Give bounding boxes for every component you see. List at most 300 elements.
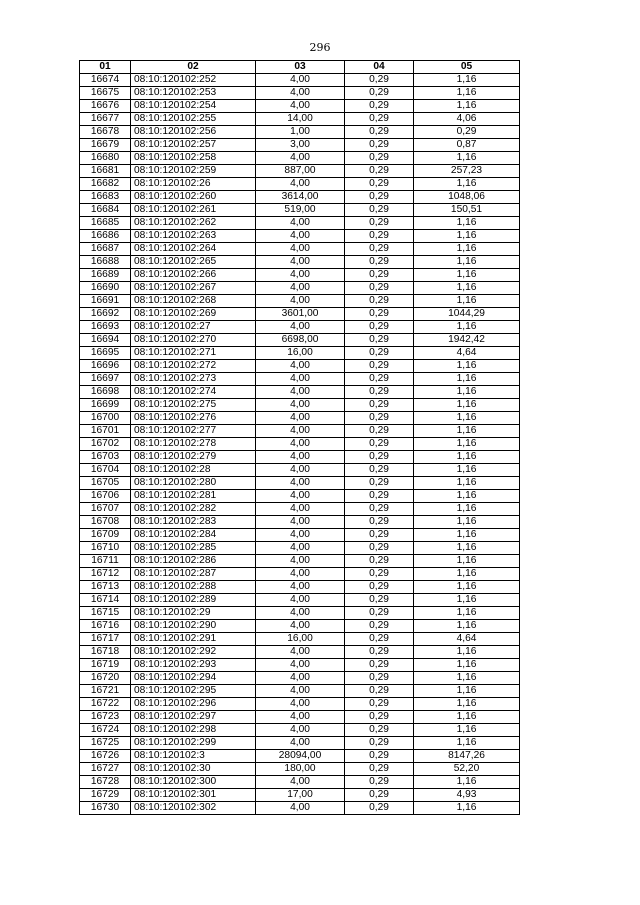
table-cell: 16702 — [80, 438, 131, 451]
table-cell: 1,16 — [414, 386, 520, 399]
table-body — [80, 74, 520, 815]
table-cell: 4,00 — [256, 672, 345, 685]
table-row — [80, 152, 520, 165]
table-row — [80, 464, 520, 477]
table-cell: 16679 — [80, 139, 131, 152]
table-cell: 16705 — [80, 477, 131, 490]
table-cell: 4,00 — [256, 386, 345, 399]
table-row — [80, 568, 520, 581]
table-row — [80, 802, 520, 815]
table-cell: 08:10:120102:286 — [131, 555, 256, 568]
table-cell: 1,16 — [414, 217, 520, 230]
table-cell: 0,29 — [345, 438, 414, 451]
table-row — [80, 321, 520, 334]
table-cell: 4,00 — [256, 373, 345, 386]
table-row — [80, 165, 520, 178]
table-cell: 0,29 — [345, 113, 414, 126]
table-cell: 08:10:120102:297 — [131, 711, 256, 724]
table-row — [80, 360, 520, 373]
table-cell: 1,16 — [414, 503, 520, 516]
table-cell: 08:10:120102:252 — [131, 74, 256, 87]
table-cell: 08:10:120102:270 — [131, 334, 256, 347]
table-cell: 4,00 — [256, 516, 345, 529]
table-row — [80, 516, 520, 529]
table-cell: 4,00 — [256, 464, 345, 477]
table-row — [80, 659, 520, 672]
table-cell: 0,29 — [345, 139, 414, 152]
table-row — [80, 542, 520, 555]
table-cell: 16690 — [80, 282, 131, 295]
table-cell: 16,00 — [256, 347, 345, 360]
table-cell: 16719 — [80, 659, 131, 672]
table-cell: 08:10:120102:284 — [131, 529, 256, 542]
table-cell: 1,16 — [414, 711, 520, 724]
table-cell: 08:10:120102:255 — [131, 113, 256, 126]
table-cell: 4,64 — [414, 633, 520, 646]
table-row — [80, 256, 520, 269]
table-cell: 0,29 — [345, 529, 414, 542]
table-cell: 1942,42 — [414, 334, 520, 347]
table-cell: 0,29 — [345, 711, 414, 724]
table-row — [80, 737, 520, 750]
table-cell: 1,16 — [414, 464, 520, 477]
table-row — [80, 191, 520, 204]
table-cell: 08:10:120102:272 — [131, 360, 256, 373]
table-cell: 4,00 — [256, 269, 345, 282]
table-cell: 4,00 — [256, 321, 345, 334]
table-cell: 1,16 — [414, 646, 520, 659]
table-cell: 1,16 — [414, 438, 520, 451]
table-row — [80, 74, 520, 87]
table-cell: 17,00 — [256, 789, 345, 802]
table-cell: 6698,00 — [256, 334, 345, 347]
table-cell: 08:10:120102:275 — [131, 399, 256, 412]
table-cell: 16721 — [80, 685, 131, 698]
table-cell: 08:10:120102:27 — [131, 321, 256, 334]
table-cell: 08:10:120102:298 — [131, 724, 256, 737]
table-cell: 1,16 — [414, 360, 520, 373]
table-cell: 08:10:120102:274 — [131, 386, 256, 399]
table-cell: 4,00 — [256, 282, 345, 295]
table-row — [80, 477, 520, 490]
table-row — [80, 672, 520, 685]
table-cell: 1,16 — [414, 269, 520, 282]
table-cell: 16710 — [80, 542, 131, 555]
table-cell: 4,00 — [256, 659, 345, 672]
table-row — [80, 620, 520, 633]
table-cell: 1,16 — [414, 698, 520, 711]
table-cell: 1,16 — [414, 737, 520, 750]
column-header: 03 — [256, 61, 345, 74]
table-row — [80, 204, 520, 217]
table-cell: 4,00 — [256, 152, 345, 165]
table-row — [80, 451, 520, 464]
table-cell: 16715 — [80, 607, 131, 620]
table-cell: 1,16 — [414, 516, 520, 529]
table-cell: 16689 — [80, 269, 131, 282]
table-row — [80, 243, 520, 256]
table-cell: 08:10:120102:266 — [131, 269, 256, 282]
table-cell: 1,16 — [414, 282, 520, 295]
table-cell: 14,00 — [256, 113, 345, 126]
table-cell: 0,29 — [345, 607, 414, 620]
table-cell: 1,00 — [256, 126, 345, 139]
table-cell: 0,29 — [345, 412, 414, 425]
table-cell: 08:10:120102:256 — [131, 126, 256, 139]
table-row — [80, 503, 520, 516]
table-cell: 1,16 — [414, 243, 520, 256]
table-cell: 0,29 — [345, 308, 414, 321]
table-cell: 4,00 — [256, 412, 345, 425]
table-cell: 4,00 — [256, 87, 345, 100]
table-cell: 16704 — [80, 464, 131, 477]
table-cell: 16695 — [80, 347, 131, 360]
table-cell: 08:10:120102:273 — [131, 373, 256, 386]
table-cell: 08:10:120102:29 — [131, 607, 256, 620]
table-cell: 1,16 — [414, 672, 520, 685]
table-cell: 4,93 — [414, 789, 520, 802]
table-cell: 16676 — [80, 100, 131, 113]
table-row — [80, 139, 520, 152]
table-cell: 16688 — [80, 256, 131, 269]
table-cell: 0,29 — [345, 230, 414, 243]
table-cell: 0,29 — [345, 399, 414, 412]
table-cell: 08:10:120102:293 — [131, 659, 256, 672]
table-cell: 16675 — [80, 87, 131, 100]
table-cell: 4,00 — [256, 724, 345, 737]
table-cell: 3601,00 — [256, 308, 345, 321]
table-row — [80, 126, 520, 139]
table-cell: 08:10:120102:3 — [131, 750, 256, 763]
table-cell: 4,00 — [256, 438, 345, 451]
table-row — [80, 763, 520, 776]
table-cell: 0,29 — [345, 204, 414, 217]
table-cell: 4,06 — [414, 113, 520, 126]
table-cell: 08:10:120102:259 — [131, 165, 256, 178]
table-cell: 0,29 — [345, 74, 414, 87]
table-cell: 0,29 — [345, 178, 414, 191]
table-cell: 1,16 — [414, 477, 520, 490]
table-cell: 4,00 — [256, 581, 345, 594]
table-cell: 08:10:120102:265 — [131, 256, 256, 269]
table-cell: 08:10:120102:294 — [131, 672, 256, 685]
table-row — [80, 399, 520, 412]
table-cell: 08:10:120102:279 — [131, 451, 256, 464]
table-row — [80, 490, 520, 503]
table-cell: 4,00 — [256, 230, 345, 243]
table-cell: 4,00 — [256, 100, 345, 113]
table-cell: 0,29 — [345, 659, 414, 672]
table-cell: 1,16 — [414, 594, 520, 607]
table-cell: 1,16 — [414, 724, 520, 737]
table-cell: 16687 — [80, 243, 131, 256]
table-cell: 0,29 — [345, 100, 414, 113]
table-cell: 1,16 — [414, 542, 520, 555]
table-cell: 16693 — [80, 321, 131, 334]
table-cell: 1,16 — [414, 178, 520, 191]
table-cell: 4,00 — [256, 360, 345, 373]
table-cell: 1048,06 — [414, 191, 520, 204]
table-cell: 0,29 — [345, 269, 414, 282]
table-cell: 28094,00 — [256, 750, 345, 763]
table-cell: 16722 — [80, 698, 131, 711]
table-cell: 08:10:120102:267 — [131, 282, 256, 295]
table-row — [80, 347, 520, 360]
table-cell: 1,16 — [414, 555, 520, 568]
table-row — [80, 633, 520, 646]
table-cell: 08:10:120102:261 — [131, 204, 256, 217]
table-cell: 08:10:120102:263 — [131, 230, 256, 243]
table-cell: 16682 — [80, 178, 131, 191]
table-cell: 08:10:120102:278 — [131, 438, 256, 451]
table-cell: 08:10:120102:295 — [131, 685, 256, 698]
table-cell: 0,29 — [345, 256, 414, 269]
table-cell: 0,29 — [345, 516, 414, 529]
table-cell: 0,29 — [345, 334, 414, 347]
table-cell: 16725 — [80, 737, 131, 750]
table-cell: 16691 — [80, 295, 131, 308]
table-cell: 4,00 — [256, 555, 345, 568]
table-row — [80, 178, 520, 191]
table-cell: 1,16 — [414, 373, 520, 386]
table-row — [80, 685, 520, 698]
table-cell: 08:10:120102:302 — [131, 802, 256, 815]
table-cell: 4,00 — [256, 490, 345, 503]
table-cell: 887,00 — [256, 165, 345, 178]
table-cell: 08:10:120102:287 — [131, 568, 256, 581]
table-cell: 0,29 — [345, 360, 414, 373]
table-cell: 08:10:120102:30 — [131, 763, 256, 776]
table-cell: 08:10:120102:289 — [131, 594, 256, 607]
table-cell: 1,16 — [414, 74, 520, 87]
table-cell: 4,00 — [256, 711, 345, 724]
table-cell: 1,16 — [414, 581, 520, 594]
table-cell: 08:10:120102:299 — [131, 737, 256, 750]
table-cell: 0,29 — [345, 243, 414, 256]
table-cell: 1,16 — [414, 568, 520, 581]
table-cell: 16707 — [80, 503, 131, 516]
table-cell: 08:10:120102:300 — [131, 776, 256, 789]
table-cell: 16692 — [80, 308, 131, 321]
table-cell: 16685 — [80, 217, 131, 230]
table-cell: 0,29 — [345, 633, 414, 646]
table-row — [80, 750, 520, 763]
table-cell: 1,16 — [414, 776, 520, 789]
table-row — [80, 295, 520, 308]
table-cell: 16700 — [80, 412, 131, 425]
table-cell: 16724 — [80, 724, 131, 737]
table-cell: 08:10:120102:258 — [131, 152, 256, 165]
table-cell: 0,29 — [345, 217, 414, 230]
header-row — [80, 61, 520, 74]
table-cell: 0,29 — [345, 126, 414, 139]
table-row — [80, 555, 520, 568]
table-row — [80, 373, 520, 386]
table-cell: 0,29 — [345, 685, 414, 698]
table-row — [80, 308, 520, 321]
table-cell: 16717 — [80, 633, 131, 646]
table-cell: 08:10:120102:291 — [131, 633, 256, 646]
table-cell: 16674 — [80, 74, 131, 87]
table-cell: 1,16 — [414, 659, 520, 672]
table-cell: 1,16 — [414, 607, 520, 620]
table-cell: 1,16 — [414, 802, 520, 815]
table-cell: 0,29 — [345, 581, 414, 594]
table-row — [80, 789, 520, 802]
table-cell: 0,29 — [345, 490, 414, 503]
column-header: 01 — [80, 61, 131, 74]
table-row — [80, 698, 520, 711]
table-cell: 08:10:120102:281 — [131, 490, 256, 503]
table-cell: 1,16 — [414, 230, 520, 243]
table-cell: 0,29 — [345, 789, 414, 802]
table-row — [80, 230, 520, 243]
table-cell: 0,29 — [345, 542, 414, 555]
table-cell: 16720 — [80, 672, 131, 685]
table-cell: 08:10:120102:253 — [131, 87, 256, 100]
table-cell: 16683 — [80, 191, 131, 204]
column-header: 05 — [414, 61, 520, 74]
table-cell: 0,29 — [345, 347, 414, 360]
table-cell: 16706 — [80, 490, 131, 503]
table-row — [80, 282, 520, 295]
table-cell: 16698 — [80, 386, 131, 399]
table-row — [80, 581, 520, 594]
table-row — [80, 607, 520, 620]
table-cell: 4,00 — [256, 802, 345, 815]
table-cell: 08:10:120102:26 — [131, 178, 256, 191]
table-cell: 52,20 — [414, 763, 520, 776]
table-cell: 16709 — [80, 529, 131, 542]
table-cell: 16701 — [80, 425, 131, 438]
table-cell: 16686 — [80, 230, 131, 243]
table-row — [80, 100, 520, 113]
table-cell: 3,00 — [256, 139, 345, 152]
table-cell: 0,29 — [345, 776, 414, 789]
table-cell: 1,16 — [414, 451, 520, 464]
table-row — [80, 269, 520, 282]
table-row — [80, 438, 520, 451]
table-cell: 16714 — [80, 594, 131, 607]
table-cell: 16699 — [80, 399, 131, 412]
table-cell: 08:10:120102:257 — [131, 139, 256, 152]
table-cell: 4,00 — [256, 776, 345, 789]
table-cell: 1,16 — [414, 321, 520, 334]
table-cell: 16712 — [80, 568, 131, 581]
table-cell: 1,16 — [414, 529, 520, 542]
table-cell: 0,29 — [345, 386, 414, 399]
table-cell: 1044,29 — [414, 308, 520, 321]
table-cell: 1,16 — [414, 399, 520, 412]
table-cell: 0,29 — [345, 737, 414, 750]
table-row — [80, 425, 520, 438]
table-cell: 1,16 — [414, 256, 520, 269]
table-cell: 0,29 — [345, 503, 414, 516]
table-cell: 16716 — [80, 620, 131, 633]
table-cell: 1,16 — [414, 295, 520, 308]
table-row — [80, 646, 520, 659]
table-cell: 0,29 — [345, 451, 414, 464]
table-cell: 0,29 — [345, 568, 414, 581]
table-cell: 08:10:120102:254 — [131, 100, 256, 113]
table-cell: 16,00 — [256, 633, 345, 646]
table-cell: 257,23 — [414, 165, 520, 178]
table-cell: 0,29 — [345, 87, 414, 100]
table-row — [80, 711, 520, 724]
table-cell: 16727 — [80, 763, 131, 776]
table-cell: 16711 — [80, 555, 131, 568]
table-cell: 4,00 — [256, 542, 345, 555]
table-cell: 4,00 — [256, 477, 345, 490]
table-cell: 4,00 — [256, 594, 345, 607]
table-cell: 16680 — [80, 152, 131, 165]
table-cell: 0,29 — [345, 282, 414, 295]
table-cell: 0,29 — [345, 373, 414, 386]
table-row — [80, 334, 520, 347]
table-row — [80, 724, 520, 737]
table-cell: 4,00 — [256, 737, 345, 750]
table-cell: 3614,00 — [256, 191, 345, 204]
table-cell: 4,00 — [256, 607, 345, 620]
table-cell: 16723 — [80, 711, 131, 724]
table-cell: 16697 — [80, 373, 131, 386]
table-cell: 0,29 — [345, 152, 414, 165]
table-cell: 8147,26 — [414, 750, 520, 763]
table-cell: 1,16 — [414, 152, 520, 165]
data-table — [79, 60, 520, 815]
table-cell: 4,00 — [256, 74, 345, 87]
table-cell: 08:10:120102:268 — [131, 295, 256, 308]
table-cell: 4,00 — [256, 425, 345, 438]
table-cell: 4,00 — [256, 399, 345, 412]
table-cell: 180,00 — [256, 763, 345, 776]
table-cell: 08:10:120102:264 — [131, 243, 256, 256]
table-cell: 16684 — [80, 204, 131, 217]
table-row — [80, 87, 520, 100]
table-cell: 0,29 — [345, 620, 414, 633]
table-cell: 08:10:120102:282 — [131, 503, 256, 516]
table-cell: 08:10:120102:280 — [131, 477, 256, 490]
table-cell: 0,29 — [345, 191, 414, 204]
table-cell: 16677 — [80, 113, 131, 126]
table-cell: 08:10:120102:28 — [131, 464, 256, 477]
table-cell: 0,29 — [345, 464, 414, 477]
table-cell: 16730 — [80, 802, 131, 815]
table-cell: 0,29 — [345, 698, 414, 711]
table-cell: 08:10:120102:277 — [131, 425, 256, 438]
table-cell: 16728 — [80, 776, 131, 789]
table-cell: 0,29 — [345, 321, 414, 334]
table-cell: 4,00 — [256, 243, 345, 256]
table-cell: 4,00 — [256, 698, 345, 711]
table-cell: 1,16 — [414, 620, 520, 633]
column-header: 02 — [131, 61, 256, 74]
table-cell: 0,87 — [414, 139, 520, 152]
table-cell: 0,29 — [345, 165, 414, 178]
table-cell: 16678 — [80, 126, 131, 139]
table-cell: 0,29 — [345, 672, 414, 685]
table-cell: 16726 — [80, 750, 131, 763]
table-cell: 16713 — [80, 581, 131, 594]
table-cell: 4,00 — [256, 620, 345, 633]
table-cell: 16694 — [80, 334, 131, 347]
table-cell: 08:10:120102:271 — [131, 347, 256, 360]
table-cell: 08:10:120102:285 — [131, 542, 256, 555]
table-row — [80, 594, 520, 607]
table-cell: 08:10:120102:276 — [131, 412, 256, 425]
table-cell: 08:10:120102:296 — [131, 698, 256, 711]
table-cell: 0,29 — [414, 126, 520, 139]
